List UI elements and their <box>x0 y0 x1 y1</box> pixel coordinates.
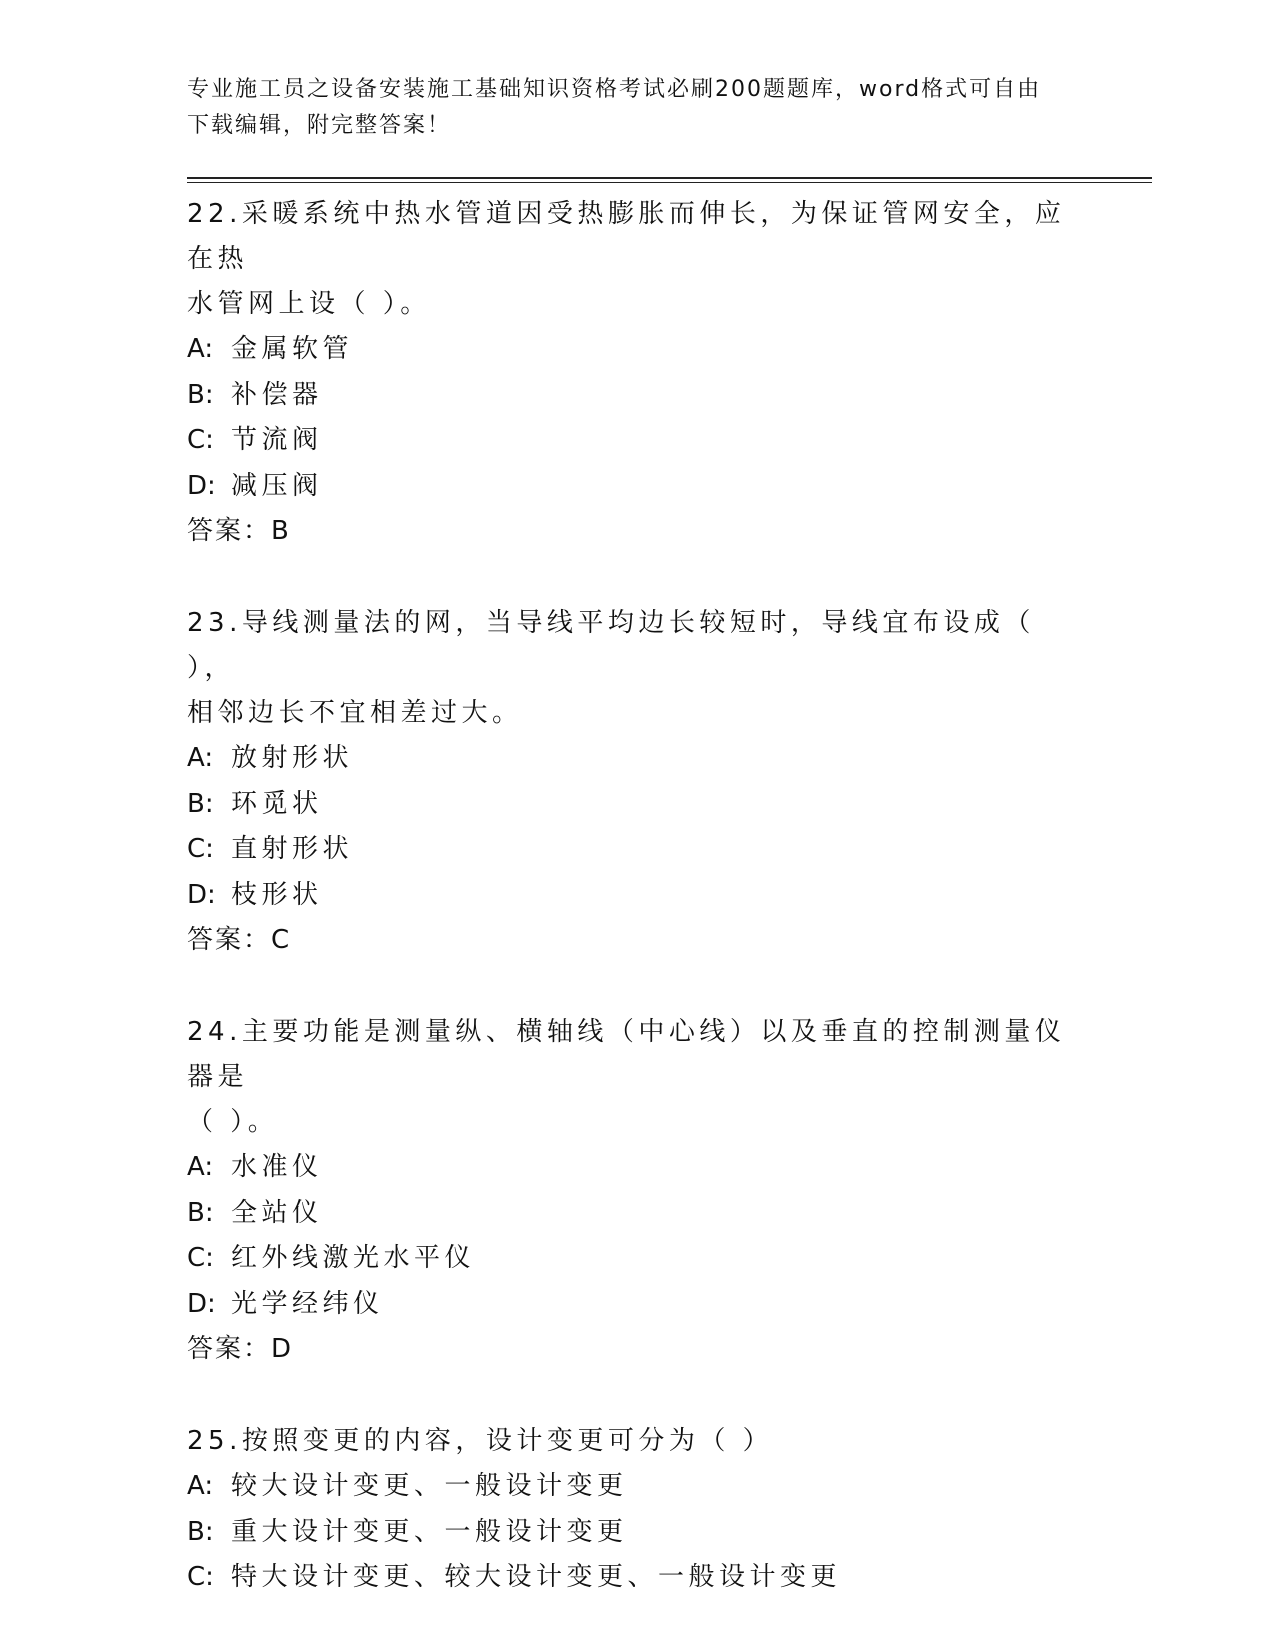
option-c <box>187 1555 1087 1601</box>
question-stem: 22.采暖系统中热水管道因受热膨胀而伸长，为保证管网安全，应在热 <box>187 199 1066 274</box>
header-line-1: 专业施工员之设备安装施工基础知识资格考试必刷200题题库，word格式可自由 <box>187 77 1042 102</box>
option-key: A: <box>187 334 214 364</box>
option-text: 放射形状 <box>231 743 354 773</box>
option-key: A: <box>187 1152 214 1182</box>
option-b <box>187 782 1087 828</box>
option-key: C: <box>187 1243 214 1273</box>
question-stem: 24.主要功能是测量纵、横轴线（中心线）以及垂直的控制测量仪器是 <box>187 1017 1066 1092</box>
option-key: B: <box>187 788 214 819</box>
option-text: 减压阀 <box>231 470 323 501</box>
option-key: C: <box>187 1562 214 1592</box>
question-stem-continuation: 水管网上设（ ）。 <box>187 289 431 319</box>
option-key: D: <box>187 879 216 910</box>
header-line-2: 下载编辑，附完整答案！ <box>187 113 452 138</box>
option-text: 重大设计变更、一般设计变更 <box>231 1516 628 1547</box>
option-text: 补偿器 <box>231 379 323 410</box>
option-c <box>187 1236 1087 1282</box>
option-text: 金属软管 <box>231 334 354 364</box>
question-22 <box>187 192 1087 554</box>
option-d <box>187 464 1087 510</box>
question-stem: 23.导线测量法的网，当导线平均边长较短时，导线宜布设成（ ）， <box>187 608 1035 683</box>
option-d <box>187 873 1087 919</box>
option-key: D: <box>187 470 216 501</box>
option-key: B: <box>187 379 214 410</box>
answer-label: 答案： <box>187 516 272 546</box>
option-text: 红外线激光水平仪 <box>231 1243 476 1273</box>
option-text: 较大设计变更、一般设计变更 <box>231 1471 628 1501</box>
question-stem-continuation: （ ）。 <box>187 1107 279 1137</box>
question-stem-continuation: 相邻边长不宜相差过大。 <box>187 698 523 728</box>
question-stem: 25.按照变更的内容，设计变更可分为（ ） <box>187 1426 774 1456</box>
question-25 <box>187 1419 1087 1601</box>
option-a <box>187 736 1087 782</box>
header-divider-thick <box>187 177 1152 179</box>
answer-value: B <box>271 516 291 546</box>
question-list <box>187 192 1087 1648</box>
answer-line <box>187 918 1087 963</box>
option-text: 枝形状 <box>231 879 323 910</box>
answer-label: 答案： <box>187 925 272 955</box>
option-c <box>187 827 1087 873</box>
option-a <box>187 1464 1087 1510</box>
option-b <box>187 1191 1087 1237</box>
document-header <box>187 72 1067 144</box>
answer-line <box>187 1327 1087 1372</box>
option-key: B: <box>187 1516 214 1547</box>
option-b <box>187 373 1087 419</box>
question-24 <box>187 1010 1087 1372</box>
option-b <box>187 1510 1087 1556</box>
option-text: 环觅状 <box>231 788 323 819</box>
option-text: 水准仪 <box>231 1152 323 1182</box>
answer-value: D <box>271 1334 294 1364</box>
option-text: 特大设计变更、较大设计变更、一般设计变更 <box>231 1562 842 1592</box>
option-text: 光学经纬仪 <box>231 1288 384 1319</box>
option-key: A: <box>187 1471 214 1501</box>
option-text: 全站仪 <box>231 1197 323 1228</box>
question-23 <box>187 601 1087 963</box>
answer-label: 答案： <box>187 1334 272 1364</box>
option-text: 节流阀 <box>231 425 323 455</box>
option-key: C: <box>187 425 214 455</box>
option-key: B: <box>187 1197 214 1228</box>
option-key: C: <box>187 834 214 864</box>
option-key: D: <box>187 1288 216 1319</box>
option-c <box>187 418 1087 464</box>
answer-value: C <box>271 925 292 955</box>
header-divider-thin <box>187 182 1152 183</box>
option-a <box>187 1145 1087 1191</box>
option-d <box>187 1282 1087 1328</box>
option-text: 直射形状 <box>231 834 354 864</box>
answer-line <box>187 509 1087 554</box>
option-a <box>187 327 1087 373</box>
option-key: A: <box>187 743 214 773</box>
